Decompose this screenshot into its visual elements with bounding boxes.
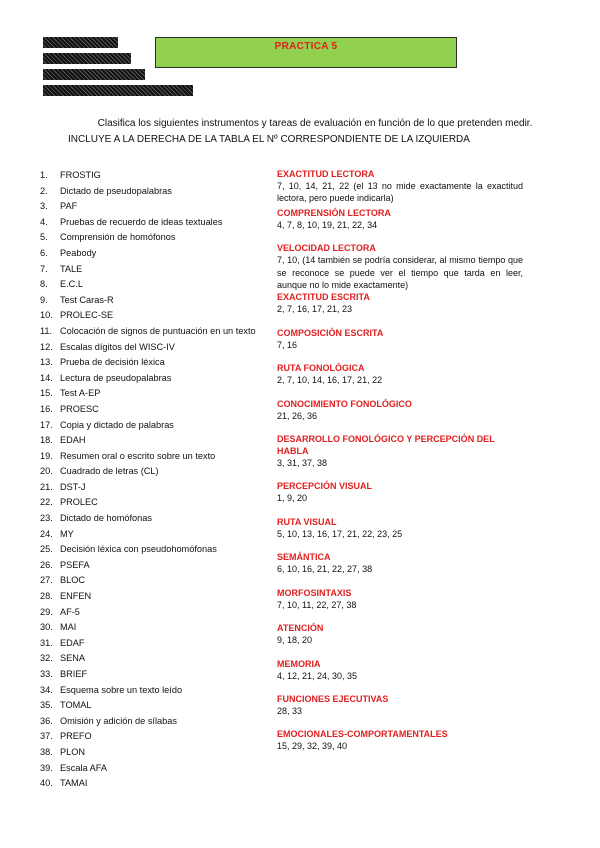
list-item bbox=[40, 745, 270, 761]
list-item bbox=[40, 215, 270, 231]
item-number: 20. bbox=[40, 466, 53, 477]
list-item bbox=[40, 636, 270, 652]
category-items: 2, 7, 10, 14, 16, 17, 21, 22 bbox=[277, 375, 383, 386]
list-item bbox=[40, 495, 270, 511]
list-item bbox=[40, 355, 270, 371]
item-number: 8. bbox=[40, 279, 48, 290]
category-list bbox=[277, 168, 523, 753]
item-number: 6. bbox=[40, 247, 48, 258]
category-title: EXACTITUD LECTORA bbox=[277, 169, 375, 179]
category-section bbox=[277, 622, 523, 646]
item-number: 31. bbox=[40, 637, 53, 648]
list-item bbox=[40, 184, 270, 200]
list-item bbox=[40, 667, 270, 683]
item-number: 19. bbox=[40, 450, 53, 461]
item-name: DST-J bbox=[60, 481, 86, 492]
category-section bbox=[277, 480, 523, 504]
instructions-line-2: INCLUYE A LA DERECHA DE LA TABLA EL Nº CORRESPONDIENTE DE LA IZQUIERDA bbox=[68, 134, 470, 145]
item-name: PREFO bbox=[60, 731, 92, 742]
list-item bbox=[40, 776, 270, 792]
list-item bbox=[40, 542, 270, 558]
item-name: Pruebas de recuerdo de ideas textuales bbox=[60, 216, 223, 227]
category-section bbox=[277, 433, 523, 469]
list-item bbox=[40, 761, 270, 777]
category-items: 1, 9, 20 bbox=[277, 493, 308, 504]
category-items: 2, 7, 16, 17, 21, 23 bbox=[277, 304, 353, 315]
category-title: EMOCIONALES-COMPORTAMENTALES bbox=[277, 729, 448, 740]
category-title: RUTA FONOLÓGICA bbox=[277, 363, 365, 374]
list-item bbox=[40, 418, 270, 434]
item-number: 22. bbox=[40, 497, 53, 508]
list-item bbox=[40, 729, 270, 745]
item-name: Copia y dictado de palabras bbox=[60, 419, 174, 430]
category-title: EXACTITUD ESCRITA bbox=[277, 292, 370, 303]
list-item bbox=[40, 262, 270, 278]
page-title: PRACTICA 5 bbox=[155, 37, 457, 68]
category-items: 6, 10, 16, 21, 22, 27, 38 bbox=[277, 564, 373, 575]
category-items: 4, 12, 21, 24, 30, 35 bbox=[277, 670, 358, 681]
item-number: 33. bbox=[40, 669, 53, 679]
item-name: TOMAL bbox=[60, 700, 92, 711]
category-items: 9, 18, 20 bbox=[277, 635, 313, 646]
item-number: 11. bbox=[40, 325, 53, 336]
category-section bbox=[277, 587, 523, 611]
category-section bbox=[277, 327, 523, 351]
item-number: 26. bbox=[40, 559, 53, 570]
item-number: 14. bbox=[40, 372, 53, 383]
list-item bbox=[40, 449, 270, 465]
list-item bbox=[40, 277, 270, 293]
item-number: 29. bbox=[40, 606, 53, 617]
item-number: 37. bbox=[40, 731, 53, 742]
category-title: MORFOSINTAXIS bbox=[277, 587, 352, 598]
item-number: 25. bbox=[40, 544, 53, 555]
item-number: 18. bbox=[40, 435, 53, 446]
redaction-bar bbox=[43, 85, 193, 96]
list-item bbox=[40, 511, 270, 527]
item-name: Escalas dígitos del WISC-IV bbox=[60, 341, 175, 352]
item-name: Esquema sobre un texto leído bbox=[60, 684, 183, 695]
item-number: 28. bbox=[40, 591, 53, 602]
item-number: 36. bbox=[40, 715, 53, 726]
item-name: TALE bbox=[60, 263, 83, 274]
item-name: Test Caras-R bbox=[60, 294, 114, 305]
item-name: Cuadrado de letras (CL) bbox=[60, 466, 159, 477]
item-number: 34. bbox=[40, 684, 53, 695]
item-name: PROESC bbox=[60, 403, 99, 414]
item-name: Peabody bbox=[60, 247, 97, 258]
category-title: PERCEPCIÓN VISUAL bbox=[277, 481, 373, 492]
redaction-bar bbox=[43, 69, 145, 80]
item-name: Escala AFA bbox=[60, 762, 107, 773]
category-title: COMPRENSIÓN LECTORA bbox=[277, 207, 391, 218]
category-items: 7, 16 bbox=[277, 339, 298, 350]
list-item bbox=[40, 527, 270, 543]
item-name: Omisión y adición de sílabas bbox=[60, 715, 177, 726]
item-name: PROLEC-SE bbox=[60, 310, 114, 321]
category-items: 7, 10, 11, 22, 27, 38 bbox=[277, 599, 357, 610]
category-items: 7, 10, 14, 21, 22 (el 13 no mide exactamente la exactitud lectora, pero puede indicarla) bbox=[277, 181, 523, 204]
list-item bbox=[40, 714, 270, 730]
list-item bbox=[40, 386, 270, 402]
item-name: FROSTIG bbox=[60, 170, 101, 180]
item-name: EDAF bbox=[60, 637, 85, 648]
item-name: Colocación de signos de puntuación en un texto bbox=[60, 325, 256, 336]
instrument-list bbox=[40, 168, 270, 792]
item-number: 7. bbox=[40, 263, 48, 274]
item-number: 5. bbox=[40, 232, 48, 243]
item-number: 39. bbox=[40, 762, 53, 773]
list-item bbox=[40, 698, 270, 714]
item-number: 38. bbox=[40, 746, 53, 757]
item-name: Resumen oral o escrito sobre un texto bbox=[60, 450, 216, 461]
category-title: RUTA VISUAL bbox=[277, 516, 337, 527]
item-number: 9. bbox=[40, 294, 48, 305]
category-section bbox=[277, 693, 523, 717]
list-item bbox=[40, 308, 270, 324]
category-items: 28, 33 bbox=[277, 705, 303, 716]
category-items: 7, 10, (14 también se podría considerar, al mismo tiempo que se reconoce se puede ver el tiempo que tarda en leer, aunque no lo mide exactamente) bbox=[277, 255, 523, 291]
category-title: ATENCIÓN bbox=[277, 623, 324, 634]
category-section bbox=[277, 516, 523, 540]
item-name: BLOC bbox=[60, 575, 86, 586]
category-title: VELOCIDAD LECTORA bbox=[277, 243, 376, 254]
item-name: MY bbox=[60, 528, 74, 539]
item-name: AF-5 bbox=[60, 606, 80, 617]
category-items: 5, 10, 13, 16, 17, 21, 22, 23, 25 bbox=[277, 528, 403, 539]
item-number: 12. bbox=[40, 341, 53, 352]
category-title: FUNCIONES EJECUTIVAS bbox=[277, 693, 389, 704]
category-title: MEMORIA bbox=[277, 658, 321, 669]
list-item bbox=[40, 683, 270, 699]
list-item bbox=[40, 589, 270, 605]
category-title: COMPOSICIÓN ESCRITA bbox=[277, 327, 384, 338]
item-number: 17. bbox=[40, 419, 53, 430]
item-name: SENA bbox=[60, 653, 86, 664]
item-number: 10. bbox=[40, 310, 53, 321]
list-item bbox=[40, 605, 270, 621]
category-section bbox=[277, 658, 523, 682]
item-name: E.C.L bbox=[60, 279, 83, 290]
item-name: Decisión léxica con pseudohomófonas bbox=[60, 544, 217, 555]
item-name: Test A-EP bbox=[60, 388, 101, 399]
item-number: 3. bbox=[40, 201, 48, 212]
item-name: PSEFA bbox=[60, 559, 90, 570]
list-item bbox=[40, 620, 270, 636]
item-name: MAI bbox=[60, 622, 77, 633]
item-name: PAF bbox=[60, 201, 78, 212]
instructions-line-1: Clasifica los siguientes instrumentos y tareas de evaluación en función de lo que pretenden medir. bbox=[97, 118, 533, 129]
list-item bbox=[40, 168, 270, 184]
category-title: SEMÁNTICA bbox=[277, 552, 331, 563]
list-item bbox=[40, 324, 270, 340]
item-name: Dictado de pseudopalabras bbox=[60, 185, 172, 196]
item-name: Dictado de homófonas bbox=[60, 513, 152, 524]
category-section bbox=[277, 398, 523, 422]
item-number: 23. bbox=[40, 513, 53, 524]
item-number: 35. bbox=[40, 700, 53, 711]
item-name: EDAH bbox=[60, 435, 86, 446]
item-number: 32. bbox=[40, 653, 53, 664]
category-section bbox=[277, 362, 523, 386]
item-number: 13. bbox=[40, 357, 53, 368]
list-item bbox=[40, 464, 270, 480]
list-item bbox=[40, 199, 270, 215]
category-title: DESARROLLO FONOLÓGICO Y PERCEPCIÓN DEL HABLA bbox=[277, 434, 495, 457]
item-number: 21. bbox=[40, 481, 53, 492]
item-name: PROLEC bbox=[60, 497, 98, 508]
item-number: 30. bbox=[40, 622, 53, 633]
category-items: 15, 29, 32, 39, 40 bbox=[277, 741, 348, 752]
item-number: 24. bbox=[40, 528, 53, 539]
item-name: PLON bbox=[60, 746, 86, 757]
list-item bbox=[40, 651, 270, 667]
redaction-bar bbox=[43, 53, 131, 64]
item-number: 2. bbox=[40, 185, 48, 196]
category-items: 21, 26, 36 bbox=[277, 410, 318, 421]
item-name: Comprensión de homófonos bbox=[60, 232, 176, 243]
category-items: 4, 7, 8, 10, 19, 21, 22, 34 bbox=[277, 219, 378, 230]
list-item bbox=[40, 246, 270, 262]
item-name: BRIEF bbox=[60, 669, 88, 679]
item-number: 27. bbox=[40, 575, 53, 586]
list-item bbox=[40, 433, 270, 449]
category-title: CONOCIMIENTO FONOLÓGICO bbox=[277, 398, 412, 409]
list-item bbox=[40, 573, 270, 589]
item-number: 4. bbox=[40, 216, 48, 227]
list-item bbox=[40, 371, 270, 387]
list-item bbox=[40, 480, 270, 496]
category-items: 3, 31, 37, 38 bbox=[277, 458, 328, 469]
list-item bbox=[40, 293, 270, 309]
redaction-bar bbox=[43, 37, 118, 48]
category-section bbox=[277, 728, 523, 752]
instructions bbox=[55, 116, 575, 148]
item-number: 40. bbox=[40, 778, 53, 789]
list-item bbox=[40, 230, 270, 246]
item-number: 15. bbox=[40, 388, 53, 399]
item-name: TAMAI bbox=[60, 778, 88, 789]
category-section bbox=[277, 207, 523, 231]
category-section bbox=[277, 168, 523, 205]
list-item bbox=[40, 340, 270, 356]
category-section bbox=[277, 291, 523, 315]
list-item bbox=[40, 558, 270, 574]
item-number: 16. bbox=[40, 403, 53, 414]
item-number: 1. bbox=[40, 170, 48, 180]
item-name: Prueba de decisión léxica bbox=[60, 357, 165, 368]
category-section bbox=[277, 551, 523, 575]
item-name: ENFEN bbox=[60, 591, 92, 602]
category-section bbox=[277, 242, 523, 291]
item-name: Lectura de pseudopalabras bbox=[60, 372, 172, 383]
list-item bbox=[40, 402, 270, 418]
